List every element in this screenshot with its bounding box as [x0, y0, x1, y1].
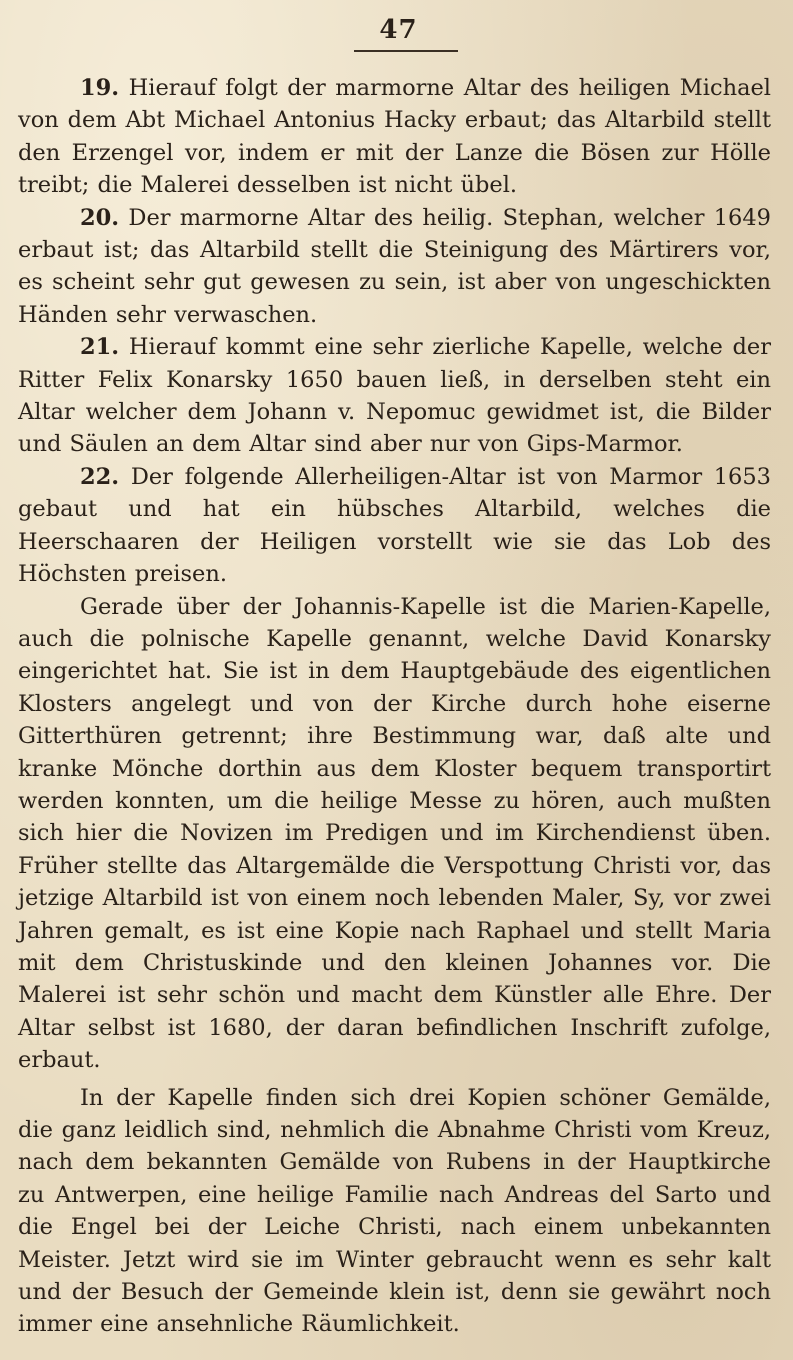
body-text [18, 72, 771, 1341]
paragraph-text: Hierauf folgt der marmorne Altar des heiligen Michael von dem Abt Michael Antonius Hacky erbaut; das Altarbild stellt den Erzengel vor, indem er mit der Lanze die Bösen zur Hölle treibt; die Malerei desselben ist nicht übel. [18, 75, 771, 199]
page-number: 47 [379, 15, 418, 45]
paragraph-20 [18, 202, 771, 332]
paragraph-number: 19. [80, 75, 120, 101]
paragraph-21 [18, 331, 771, 461]
paragraph-number: 20. [80, 204, 120, 231]
paragraph-kopien [18, 1082, 771, 1341]
paragraph-text: Der folgende Allerheiligen-Altar ist von Marmor 1653 gebaut und hat ein hübsches Altarbild, welches die Heerschaaren der Heiligen vorstellt wie sie das Lob des Höchsten preisen. [18, 463, 771, 588]
paragraph-19 [18, 72, 771, 202]
paragraph-number: 21. [80, 334, 120, 361]
paragraph-text: Gerade über der Johannis-Kapelle ist die Marien-Kapelle, auch die polnische Kapelle genannt, welche David Konarsky eingerichtet hat. Sie ist in dem Hauptgebäude des eigentlichen Klosters angelegt und von der Kirche durch hohe eiserne Gitterthüren getrennt; ihre Bestimmung war, daß alte und kranke Mönche dorthin aus dem Kloster bequem transportirt werden konnten, um die heilige Messe zu hören, auch mußten sich hier die Novizen im Predigen und im Kirchendienst üben. Früher stellte das Altargemälde die Verspottung Christi vor, das jetzige Altarbild ist von einem noch lebenden Maler, Sy, vor zwei Jahren gemalt, es ist eine Kopie nach Raphael und stellt Maria mit dem Christuskinde und den kleinen Johannes vor. Die Malerei ist sehr schön und macht dem Künstler alle Ehre. Der Altar selbst ist 1680, der daran befindlichen Inschrift zufolge, erbaut. [18, 593, 771, 1074]
paragraph-marien-kapelle [18, 591, 771, 1077]
paragraph-22 [18, 461, 771, 591]
header-rule [354, 50, 458, 52]
paragraph-text: In der Kapelle finden sich drei Kopien schöner Gemälde, die ganz leidlich sind, nehmlich die Abnahme Christi vom Kreuz, nach dem bekannten Gemälde von Rubens in der Hauptkirche zu Antwerpen, eine heilige Familie nach Andreas del Sarto und die Engel bei der Leiche Christi, nach einem unbekannten Meister. Jetzt wird sie im Winter gebraucht wenn es sehr kalt und der Besuch der Gemeinde klein ist, denn sie gewährt noch immer eine ansehnliche Räumlichkeit. [18, 1084, 771, 1338]
paragraph-number: 22. [80, 463, 120, 490]
paragraph-text: Der marmorne Altar des heilig. Stephan, welcher 1649 erbaut ist; das Altarbild stellt die Steinigung des Märtirers vor, es scheint sehr gut gewesen zu sein, ist aber von ungeschickten Händen sehr verwaschen. [18, 204, 771, 328]
paragraph-text: Hierauf kommt eine sehr zierliche Kapelle, welche der Ritter Felix Konarsky 1650 bauen ließ, in derselben steht ein Altar welcher dem Johann v. Nepomuc gewidmet ist, die Bilder und Säulen an dem Altar sind aber nur von Gips-Marmor. [18, 334, 771, 458]
